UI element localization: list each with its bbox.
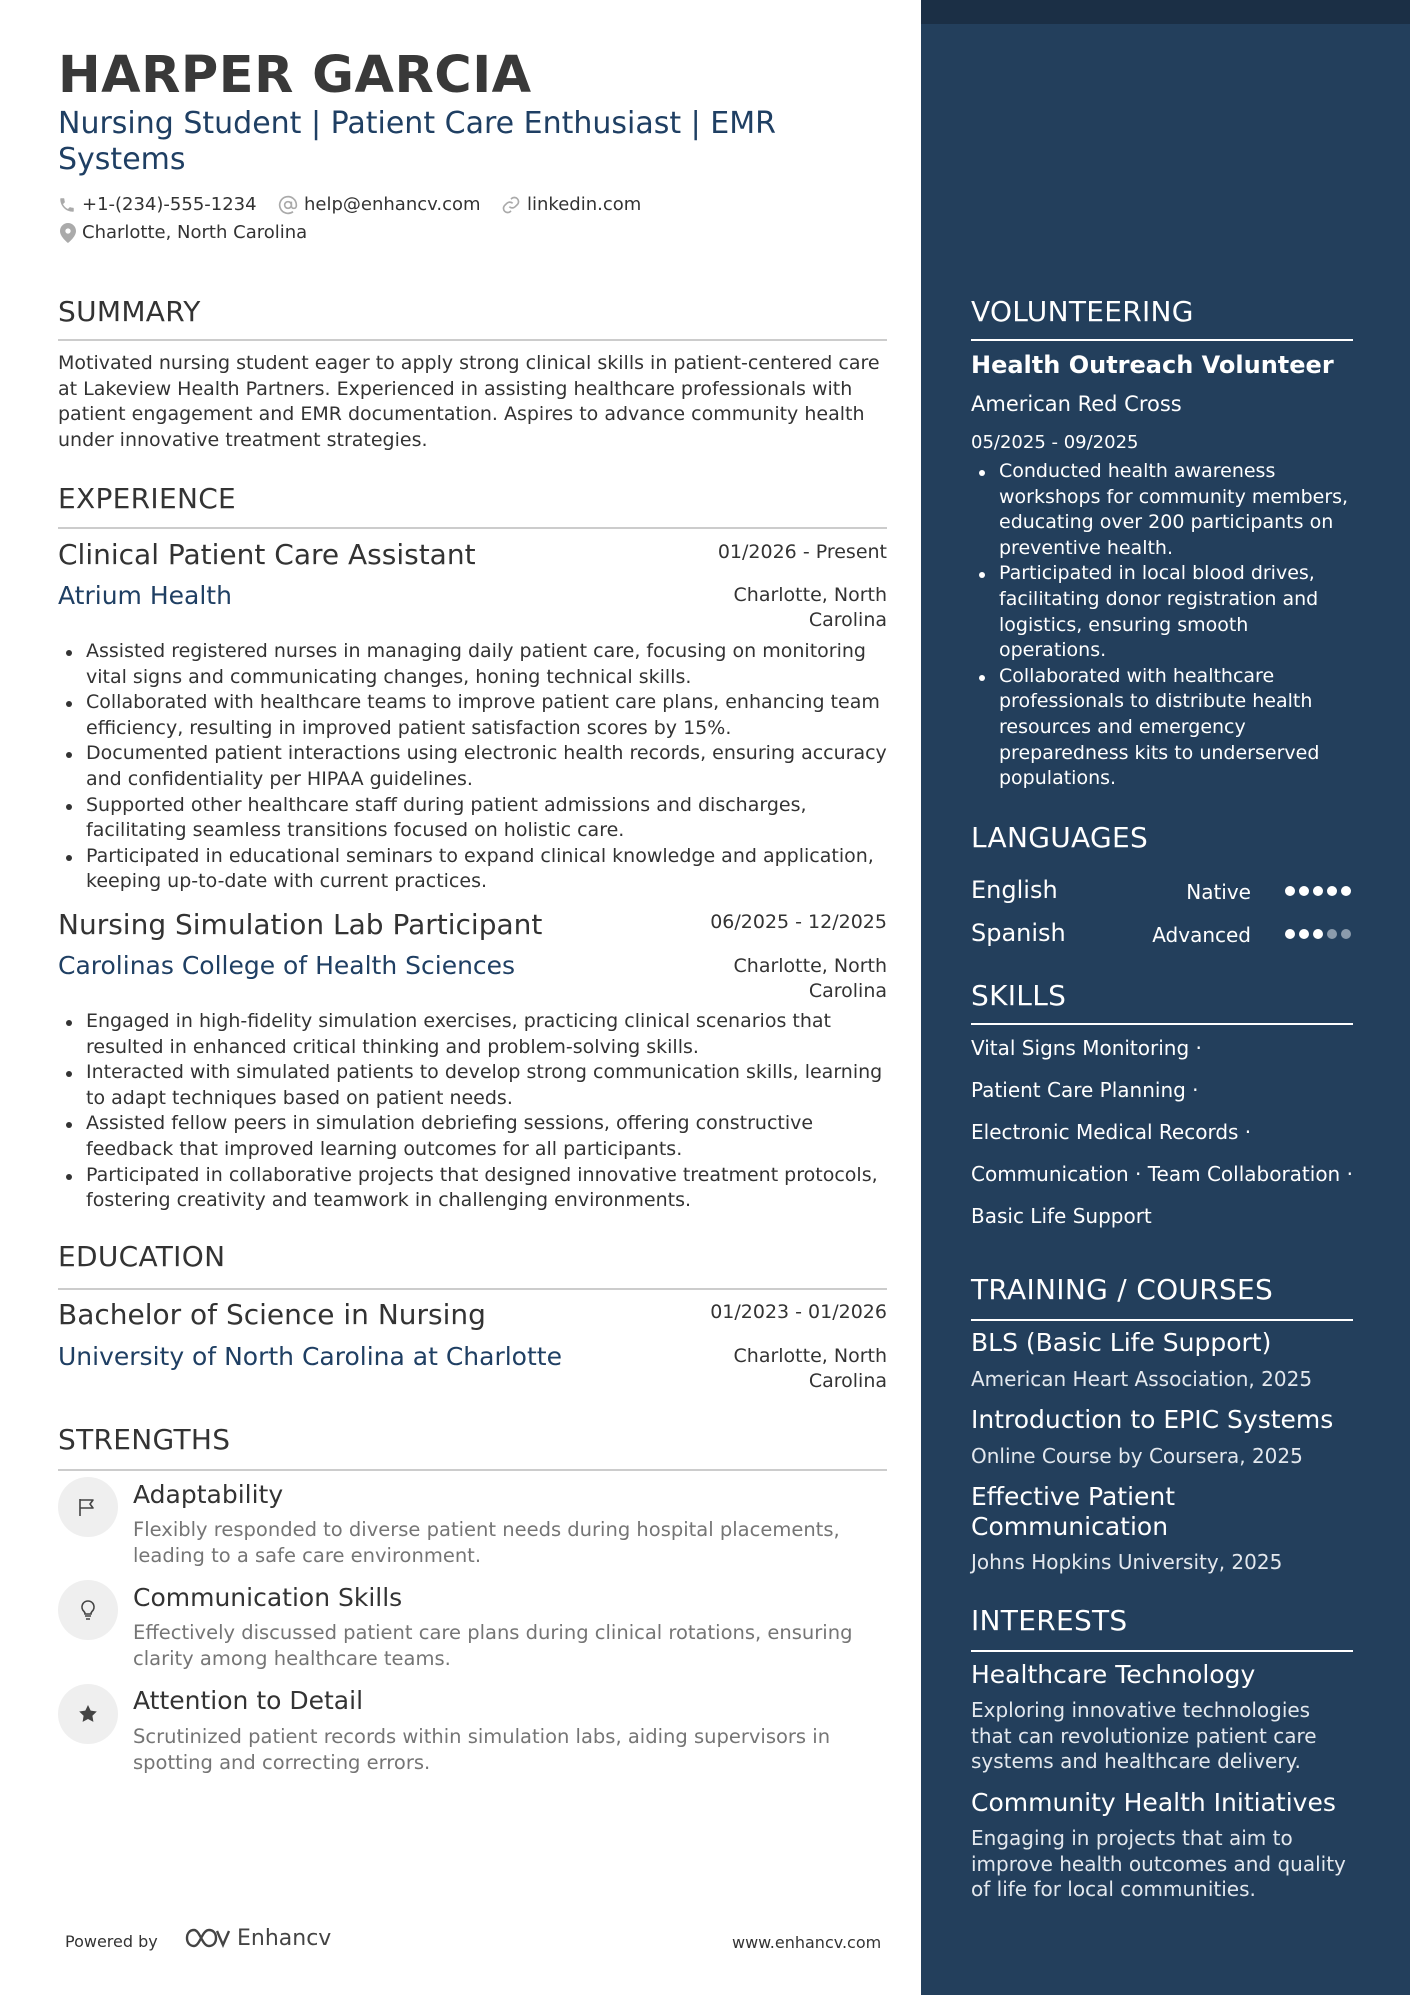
star-icon [76, 1702, 100, 1726]
enhancv-logo[interactable] [183, 1925, 331, 1951]
proficiency-dot-filled [1299, 886, 1309, 896]
education-degree: Bachelor of Science in Nursing [58, 1298, 486, 1331]
enhancv-logo-icon [183, 1925, 231, 1951]
job-title: Nursing Simulation Lab Participant [58, 908, 543, 941]
strength-title: Communication Skills [133, 1583, 403, 1612]
interests-heading: INTERESTS [971, 1604, 1128, 1637]
interests-divider [971, 1650, 1353, 1652]
enhancv-brand-text: Enhancv [237, 1925, 332, 1951]
volunteer-role: Health Outreach Volunteer [971, 351, 1334, 379]
strength-icon-circle [58, 1684, 118, 1744]
location-pin-icon [60, 223, 76, 243]
location-contact [60, 222, 307, 243]
strength-title: Adaptability [133, 1480, 284, 1509]
strength-title: Attention to Detail [133, 1686, 364, 1715]
skills-heading: SKILLS [971, 979, 1067, 1012]
skill-tag: Patient Care Planning · [971, 1078, 1199, 1102]
proficiency-dot-filled [1299, 929, 1309, 939]
job-location: Charlotte, North Carolina [733, 584, 887, 631]
sidebar-top-bar [921, 0, 1410, 24]
education-location: Charlotte, North Carolina [733, 1345, 887, 1392]
skill-label: Electronic Medical Records [971, 1120, 1239, 1144]
phone-text: +1-(234)-555-1234 [82, 194, 257, 215]
education-dates: 01/2023 - 01/2026 [710, 1301, 887, 1323]
volunteer-organization: American Red Cross [971, 392, 1182, 416]
proficiency-dot-filled [1313, 886, 1323, 896]
language-row [971, 919, 1353, 949]
skill-tag [971, 1204, 1152, 1228]
proficiency-dot-filled [1285, 929, 1295, 939]
skill-tag: Communication · Team Collaboration · [971, 1162, 1353, 1186]
list-item: Collaborated with healthcare teams to improve patient care plans, enhancing team efficiency, resulting in improved patient satisfaction scores by 15%. [58, 690, 887, 741]
volunteering-divider [971, 339, 1353, 341]
at-icon [278, 195, 298, 215]
link-icon [501, 195, 521, 215]
list-item: Participated in collaborative projects that designed innovative treatment protocols, fostering creativity and teamwork in challenging environments. [58, 1163, 887, 1214]
language-name: Spanish [971, 919, 1066, 947]
skill-label: Vital Signs Monitoring [971, 1036, 1190, 1060]
flag-icon [76, 1495, 100, 1519]
interest-description: Exploring innovative technologies that can revolutionize patient care systems and healthcare delivery. [971, 1698, 1317, 1774]
list-item: Conducted health awareness workshops for community members, educating over 200 participants on preventive health. [971, 459, 1353, 561]
education-divider [58, 1288, 887, 1290]
course-provider: American Heart Association, 2025 [971, 1367, 1313, 1391]
skill-label: Basic Life Support [971, 1204, 1152, 1228]
job-dates: 06/2025 - 12/2025 [710, 911, 887, 933]
training-heading: TRAINING / COURSES [971, 1273, 1274, 1306]
interest-title: Healthcare Technology [971, 1660, 1256, 1689]
job-title: Clinical Patient Care Assistant [58, 538, 476, 571]
proficiency-dot-filled [1327, 886, 1337, 896]
phone-contact[interactable] [58, 194, 257, 215]
strengths-heading: STRENGTHS [58, 1423, 231, 1456]
skill-label: Team Collaboration [1147, 1162, 1341, 1186]
summary-divider [58, 339, 887, 341]
strength-icon-circle [58, 1477, 118, 1537]
language-name: English [971, 876, 1058, 904]
strength-icon-circle [58, 1580, 118, 1640]
job-dates: 01/2026 - Present [717, 541, 887, 563]
sidebar [921, 0, 1410, 1995]
job-organization: Atrium Health [58, 581, 232, 610]
powered-by-label: Powered by [65, 1932, 158, 1951]
list-item: Interacted with simulated patients to develop strong communication skills, learning to adapt techniques based on patient needs. [58, 1060, 887, 1111]
email-contact[interactable] [278, 194, 481, 215]
linkedin-contact[interactable] [501, 194, 641, 215]
training-divider [971, 1319, 1353, 1321]
job-bullets [58, 639, 887, 895]
location-text: Charlotte, North Carolina [82, 222, 308, 243]
language-proficiency-dots [1285, 886, 1351, 896]
job-location: Charlotte, North Carolina [733, 955, 887, 1002]
list-item: Documented patient interactions using electronic health records, ensuring accuracy and confidentiality per HIPAA guidelines. [58, 741, 887, 792]
phone-icon [58, 196, 76, 214]
list-item: Assisted fellow peers in simulation debriefing sessions, offering constructive feedback that improved learning outcomes for all participants. [58, 1111, 887, 1162]
email-text: help@enhancv.com [304, 194, 481, 215]
education-heading: EDUCATION [58, 1240, 226, 1273]
list-item: Collaborated with healthcare professionals to distribute health resources and emergency preparedness kits to underserved populations. [971, 664, 1353, 792]
summary-heading: SUMMARY [58, 295, 201, 328]
list-item: Participated in educational seminars to expand clinical knowledge and application, keeping up-to-date with current practices. [58, 844, 887, 895]
footer-url[interactable]: www.enhancv.com [732, 1933, 882, 1952]
experience-divider [58, 527, 887, 529]
languages-heading: LANGUAGES [971, 821, 1149, 854]
language-level: Native [1186, 880, 1251, 904]
skill-tag: Electronic Medical Records · [971, 1120, 1252, 1144]
job-organization: Carolinas College of Health Sciences [58, 951, 516, 980]
headline: Nursing Student | Patient Care Enthusiast | EMR Systems [58, 106, 776, 177]
proficiency-dot-empty [1327, 929, 1337, 939]
course-title: BLS (Basic Life Support) [971, 1328, 1272, 1357]
experience-heading: EXPERIENCE [58, 482, 237, 515]
proficiency-dot-filled [1285, 886, 1295, 896]
language-proficiency-dots [1285, 929, 1351, 939]
list-item: Participated in local blood drives, facilitating donor registration and logistics, ensuring smooth operations. [971, 561, 1353, 663]
skill-tag: Vital Signs Monitoring · [971, 1036, 1202, 1060]
proficiency-dot-empty [1341, 929, 1351, 939]
strength-description: Effectively discussed patient care plans during clinical rotations, ensuring clarity among healthcare teams. [133, 1621, 853, 1670]
volunteer-bullets [971, 459, 1353, 792]
volunteering-heading: VOLUNTEERING [971, 295, 1194, 328]
linkedin-text: linkedin.com [527, 194, 642, 215]
volunteer-dates: 05/2025 - 09/2025 [971, 432, 1139, 453]
candidate-name: HARPER GARCIA [58, 46, 532, 105]
summary-text: Motivated nursing student eager to apply strong clinical skills in patient-centered care at Lakeview Health Partners. Experienced in assisting healthcare professionals with patient engagement and EMR documentation. Aspires to advance community health under innovative treatment strategies. [58, 352, 880, 451]
language-row [971, 876, 1353, 906]
strength-description: Flexibly responded to diverse patient needs during hospital placements, leading to a safe care environment. [133, 1518, 840, 1567]
language-level: Advanced [1152, 923, 1251, 947]
course-provider: Johns Hopkins University, 2025 [971, 1550, 1283, 1574]
proficiency-dot-filled [1313, 929, 1323, 939]
course-title: Introduction to EPIC Systems [971, 1405, 1334, 1434]
interest-description: Engaging in projects that aim to improve health outcomes and quality of life for local communities. [971, 1826, 1346, 1902]
course-provider: Online Course by Coursera, 2025 [971, 1444, 1303, 1468]
interest-title: Community Health Initiatives [971, 1788, 1336, 1817]
list-item: Assisted registered nurses in managing daily patient care, focusing on monitoring vital signs and communicating changes, honing technical skills. [58, 639, 887, 690]
job-bullets [58, 1009, 887, 1214]
list-item: Supported other healthcare staff during patient admissions and discharges, facilitating seamless transitions focused on holistic care. [58, 793, 887, 844]
skills-divider [971, 1023, 1353, 1025]
proficiency-dot-filled [1341, 886, 1351, 896]
course-title: Effective Patient Communication [971, 1482, 1176, 1541]
education-school: University of North Carolina at Charlotte [58, 1342, 562, 1371]
skill-label: Patient Care Planning [971, 1078, 1186, 1102]
lightbulb-icon [76, 1598, 100, 1622]
strength-description: Scrutinized patient records within simulation labs, aiding supervisors in spotting and correcting errors. [133, 1725, 831, 1774]
strengths-divider [58, 1469, 887, 1471]
list-item: Engaged in high-fidelity simulation exercises, practicing clinical scenarios that resulted in enhanced critical thinking and problem-solving skills. [58, 1009, 887, 1060]
skill-label: Communication [971, 1162, 1129, 1186]
